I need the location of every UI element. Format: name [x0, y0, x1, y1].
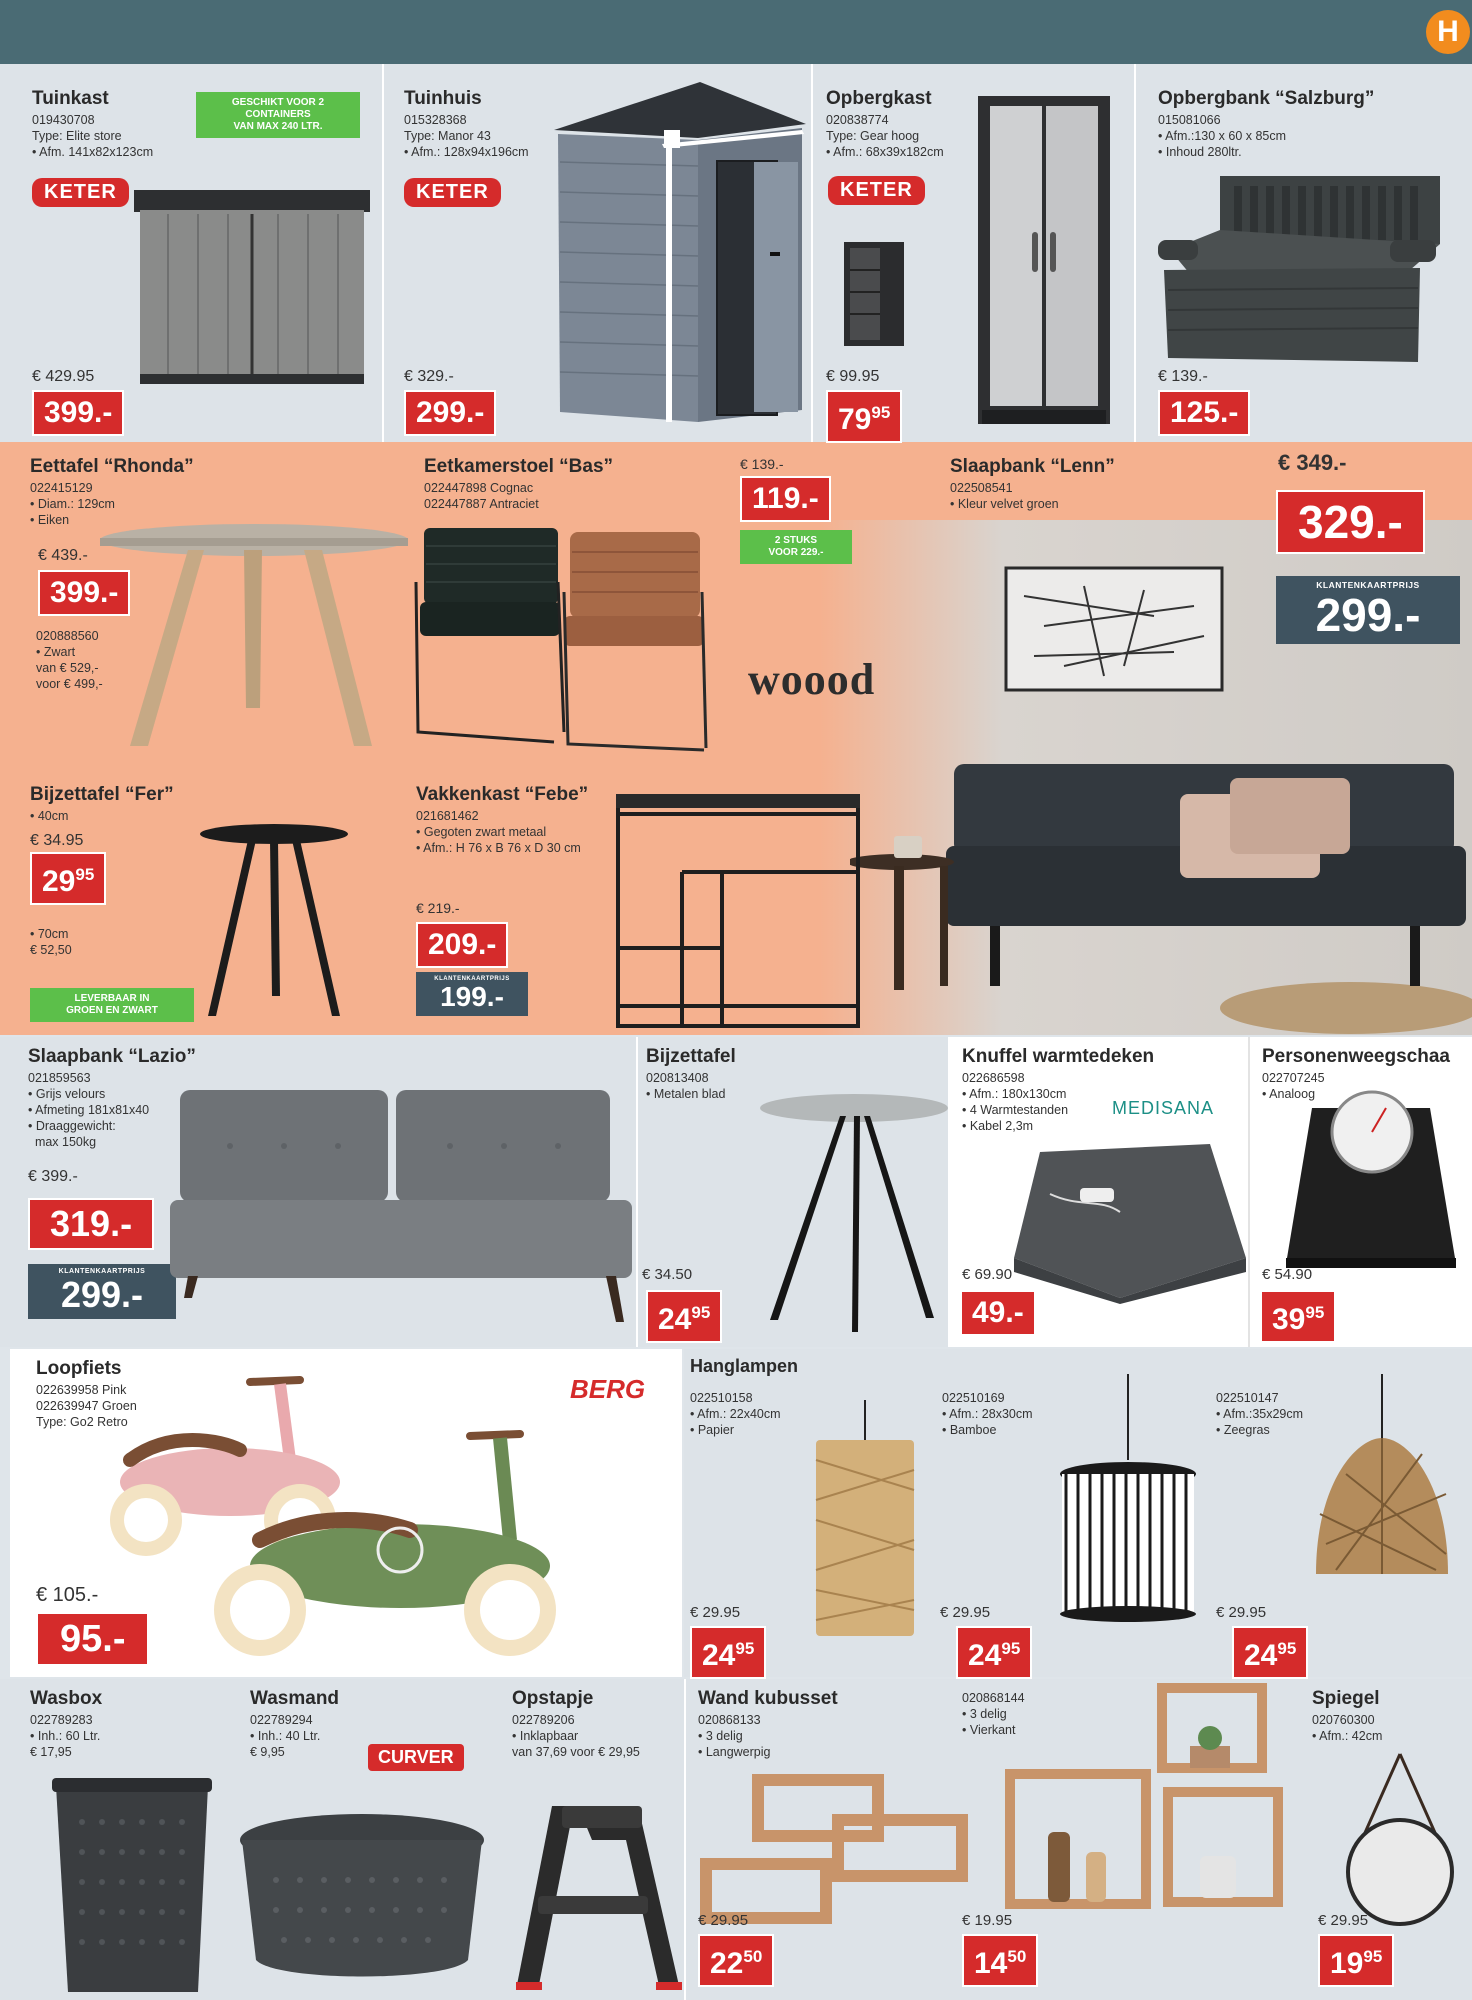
- divider: [636, 1037, 638, 1347]
- opbergbank-image: [1150, 170, 1460, 370]
- keter-logo: KETER: [404, 178, 501, 207]
- sale-price: 399.-: [32, 390, 124, 436]
- tuinkast-image: [128, 178, 376, 388]
- product-info: • 40cm: [30, 809, 69, 823]
- product-title: Slaapbank “Lenn”: [950, 456, 1115, 477]
- price-cents: 50: [1007, 1947, 1027, 1966]
- sale-price: [698, 1934, 774, 1987]
- opstapje-image: [508, 1800, 684, 1996]
- product-title: Slaapbank “Lazio”: [28, 1046, 196, 1067]
- old-price: € 29.95: [698, 1912, 749, 1929]
- divider: [684, 1679, 686, 2000]
- berg-logo: BERG: [570, 1374, 646, 1404]
- tuinhuis-image: [548, 82, 810, 427]
- sale-price: 299.-: [404, 390, 496, 436]
- price-main: 24: [702, 1639, 736, 1672]
- product-info: 015081066 • Afm.:130 x 60 x 85cm • Inhoud 280ltr.: [1158, 113, 1287, 159]
- product-title: Wand kubusset: [698, 1688, 838, 1709]
- sale-price: 399.-: [38, 570, 130, 616]
- old-price: € 34.95: [30, 832, 84, 849]
- eettafel-image: [96, 520, 412, 754]
- kubusset-vierkant-image: [1000, 1682, 1286, 1914]
- product-info: 022415129 • Diam.: 129cm • Eiken: [30, 481, 115, 527]
- old-price: € 29.95: [1318, 1912, 1369, 1929]
- sale-price: 125.-: [1158, 390, 1250, 436]
- divider: [811, 64, 813, 442]
- price-main: 24: [658, 1303, 692, 1336]
- product-info: 019430708 Type: Elite store • Afm. 141x82x123cm: [32, 113, 154, 159]
- product-info: 021859563 • Grijs velours • Afmeting 181x81x40 • Draaggewicht: max 150kg: [28, 1071, 150, 1149]
- vakkenkast-image: [612, 788, 864, 1028]
- old-price: € 349.-: [1278, 450, 1347, 475]
- product-title: Loopfiets: [36, 1358, 122, 1379]
- promo-badge: 2 STUKS VOOR 229.-: [740, 530, 852, 564]
- divider: [1134, 64, 1136, 442]
- price-cents: 95: [1277, 1639, 1297, 1658]
- old-price: € 29.95: [940, 1604, 991, 1621]
- product-title: Eettafel “Rhonda”: [30, 456, 194, 477]
- price-main: 14: [974, 1947, 1008, 1980]
- old-price: € 34.50: [642, 1266, 693, 1283]
- old-price: € 139.-: [740, 456, 784, 472]
- sale-price: [646, 1290, 722, 1343]
- price-cents: 95: [1305, 1303, 1325, 1322]
- product-info: 022789206 • Inklapbaar van 37,69 voor € 29,95: [512, 1713, 640, 1759]
- klant-value: 199.-: [440, 981, 504, 1012]
- price-main: 39: [1272, 1303, 1306, 1336]
- product-title: Opbergbank “Salzburg”: [1158, 88, 1375, 109]
- promo-badge: GESCHIKT VOOR 2 CONTAINERS VAN MAX 240 LTR.: [196, 92, 360, 138]
- product-info: 022686598 • Afm.: 180x130cm • 4 Warmtestanden • Kabel 2,3m: [962, 1071, 1069, 1133]
- klantenkaart-price: [416, 972, 528, 1016]
- price-cents: 95: [75, 865, 95, 884]
- old-price: € 219.-: [416, 900, 460, 916]
- old-price: € 29.95: [1216, 1604, 1267, 1621]
- slaapbank-lazio-image: [170, 1088, 632, 1324]
- product-info: 022707245 • Analoog: [1262, 1071, 1325, 1101]
- klantenkaart-price: [1276, 576, 1460, 644]
- product-title: Tuinkast: [32, 88, 109, 109]
- promo-badge: LEVERBAAR IN GROEN EN ZWART: [30, 988, 194, 1022]
- price-cents: 95: [1363, 1947, 1383, 1966]
- curver-logo: CURVER: [368, 1744, 464, 1771]
- old-price: € 429.95: [32, 368, 95, 385]
- product-title: Bijzettafel: [646, 1046, 736, 1067]
- sale-price: 319.-: [28, 1198, 154, 1250]
- lamp-info: 022510147 • Afm.:35x29cm • Zeegras: [1216, 1391, 1304, 1437]
- sale-price: 49.-: [960, 1290, 1036, 1336]
- klant-label: KLANTENKAARTPRIJS: [434, 976, 510, 982]
- product-title: Spiegel: [1312, 1688, 1380, 1709]
- sale-price: [826, 390, 902, 443]
- papier-lamp-image: [810, 1400, 920, 1640]
- product-title: Bijzettafel “Fer”: [30, 784, 174, 805]
- loopfiets-image: [110, 1370, 670, 1670]
- price-main: 79: [838, 403, 872, 436]
- klant-label: KLANTENKAARTPRIJS: [58, 1268, 146, 1275]
- product-title: Eetkamerstoel “Bas”: [424, 456, 614, 477]
- old-price: € 29.95: [690, 1604, 741, 1621]
- price-main: 22: [710, 1947, 744, 1980]
- medisana-logo: MEDISANA: [1112, 1098, 1215, 1118]
- warmtedeken-image: [1010, 1138, 1250, 1304]
- opbergkast-image: [976, 92, 1112, 428]
- price-cents: 95: [735, 1639, 755, 1658]
- old-price: € 105.-: [36, 1584, 99, 1606]
- product-info-variant: 020868144 • 3 delig • Vierkant: [962, 1691, 1025, 1737]
- sale-price: 209.-: [416, 922, 508, 968]
- opbergkast-open-image: [840, 240, 910, 350]
- price-cents: 95: [691, 1303, 711, 1322]
- product-info: 021681462 • Gegoten zwart metaal • Afm.: H 76 x B 76 x D 30 cm: [416, 809, 581, 855]
- lamp-info: 022510158 • Afm.: 22x40cm • Papier: [690, 1391, 781, 1437]
- keter-logo: KETER: [32, 178, 129, 207]
- product-info: 022789283 • Inh.: 60 Ltr. € 17,95: [30, 1713, 101, 1759]
- product-title: Vakkenkast “Febe”: [416, 784, 589, 805]
- old-price: € 99.95: [826, 368, 880, 385]
- wasbox-image: [52, 1772, 212, 1994]
- price-cents: 95: [1001, 1639, 1021, 1658]
- old-price: € 54.90: [1262, 1266, 1313, 1283]
- wasmand-image: [236, 1810, 488, 1982]
- sale-price: [690, 1626, 766, 1679]
- price-main: 19: [1330, 1947, 1364, 1980]
- store-logo-badge: H: [1426, 10, 1470, 54]
- klant-value: 299.-: [1315, 589, 1421, 641]
- keter-logo: KETER: [828, 176, 925, 205]
- price-main: 24: [1244, 1639, 1278, 1672]
- product-title: Knuffel warmtedeken: [962, 1046, 1155, 1067]
- wall-art-image: [1004, 566, 1224, 692]
- sale-price: 119.-: [740, 476, 831, 522]
- old-price: € 19.95: [962, 1912, 1013, 1929]
- spiegel-image: [1340, 1748, 1460, 1928]
- sale-price: [1260, 1290, 1336, 1343]
- product-info: 020868133 • 3 delig • Langwerpig: [698, 1713, 771, 1759]
- old-price: € 399.-: [28, 1168, 78, 1185]
- klant-value: 299.-: [60, 1274, 144, 1315]
- price-cents: 50: [743, 1947, 763, 1966]
- product-info: 020838774 Type: Gear hoog • Afm.: 68x39x182cm: [826, 113, 944, 159]
- product-info: 022639958 Pink 022639947 Groen Type: Go2 Retro: [36, 1383, 137, 1429]
- product-title: Hanglampen: [690, 1356, 799, 1376]
- product-title: Wasmand: [250, 1688, 340, 1709]
- klantenkaart-price: [28, 1264, 176, 1319]
- sale-price: [962, 1934, 1038, 1987]
- product-info: 022508541 • Kleur velvet groen: [950, 481, 1059, 511]
- sale-price: [956, 1626, 1032, 1679]
- woood-logo: woood: [748, 655, 876, 704]
- divider: [382, 64, 384, 442]
- header-bar: [0, 0, 1472, 64]
- sale-price: 329.-: [1276, 490, 1425, 554]
- old-price: € 329.-: [404, 368, 454, 385]
- sale-price: [1318, 1934, 1394, 1987]
- product-title: Wasbox: [30, 1688, 103, 1709]
- bijzettafel-image: [754, 1092, 954, 1342]
- sale-price: 95.-: [36, 1612, 149, 1666]
- product-info: 020760300 • Afm.: 42cm: [1312, 1713, 1383, 1743]
- kubusset-langwerpig-image: [698, 1770, 974, 1930]
- old-price: € 439.-: [38, 547, 88, 564]
- price-main: 24: [968, 1639, 1002, 1672]
- product-info-variant: • 70cm € 52,50: [30, 927, 72, 957]
- bijzettafel-fer-image: [196, 820, 352, 1020]
- lamp-info: 022510169 • Afm.: 28x30cm • Bamboe: [942, 1391, 1033, 1437]
- sale-price: [30, 852, 106, 905]
- price-cents: 95: [871, 403, 891, 422]
- old-price: € 69.90: [962, 1266, 1013, 1283]
- product-info: 022447898 Cognac 022447887 Antraciet: [424, 481, 539, 511]
- slaapbank-lenn-image: [850, 756, 1472, 1036]
- bamboe-lamp-image: [1056, 1374, 1200, 1622]
- klant-label: KLANTENKAARTPRIJS: [1316, 580, 1420, 590]
- sale-price: [1232, 1626, 1308, 1679]
- product-title: Personenweegschaa: [1262, 1046, 1450, 1067]
- old-price: € 139.-: [1158, 368, 1208, 385]
- product-title: Tuinhuis: [404, 88, 482, 109]
- weegschaal-image: [1282, 1088, 1460, 1278]
- product-title: Opbergkast: [826, 88, 932, 109]
- product-title: Opstapje: [512, 1688, 594, 1709]
- eetkamerstoelen-image: [414, 522, 734, 754]
- product-info: 015328368 Type: Manor 43 • Afm.: 128x94x196cm: [404, 113, 529, 159]
- product-info: 020813408 • Metalen blad: [646, 1071, 726, 1101]
- zeegras-lamp-image: [1296, 1374, 1466, 1594]
- product-info: 022789294 • Inh.: 40 Ltr. € 9,95: [250, 1713, 321, 1759]
- product-info-variant: 020888560 • Zwart van € 529,- voor € 499,-: [36, 629, 103, 691]
- price-main: 29: [42, 865, 76, 898]
